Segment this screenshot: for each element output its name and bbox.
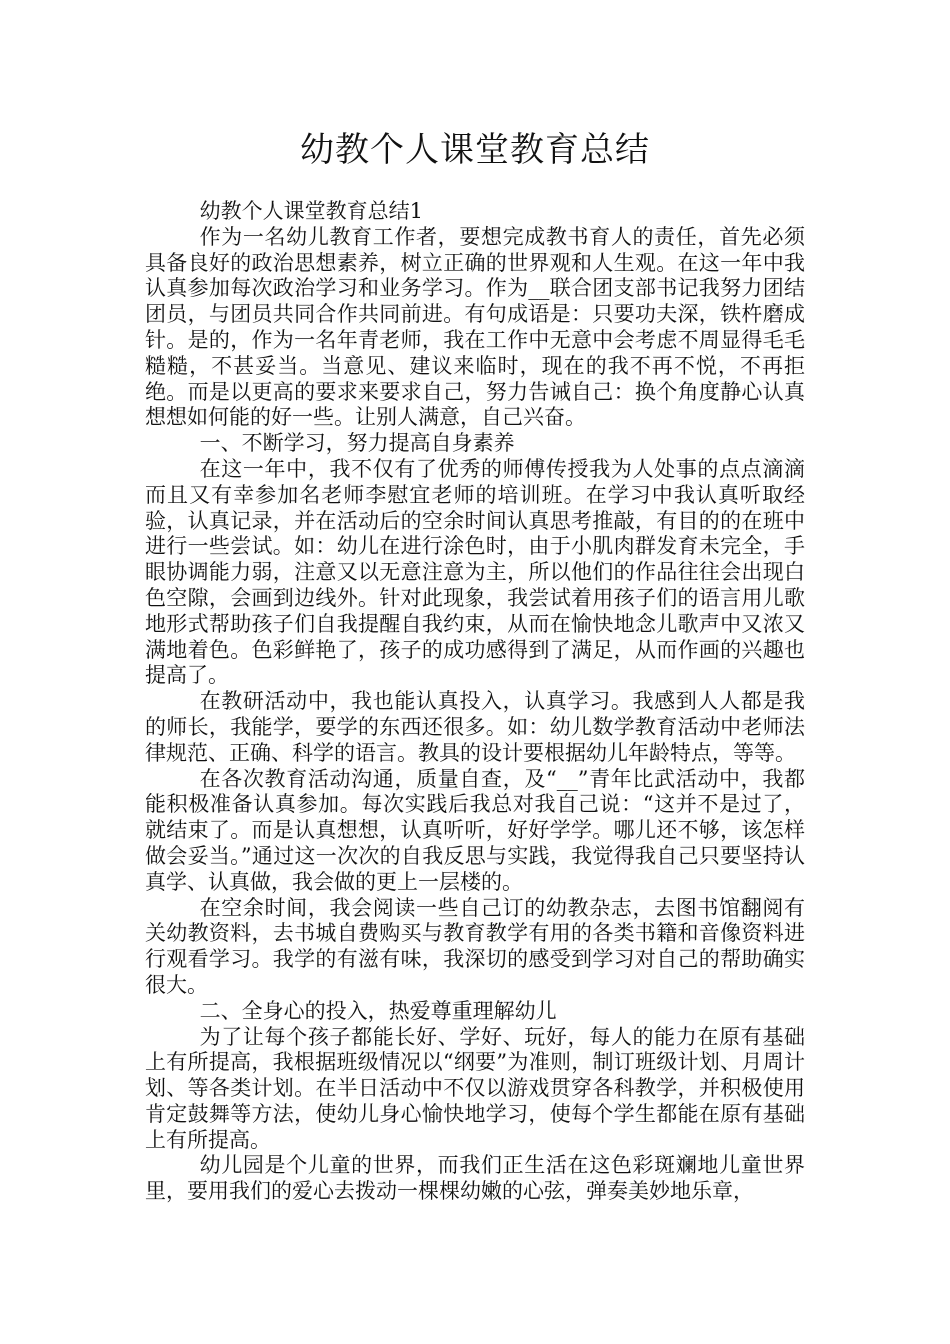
paragraph: 在空余时间，我会阅读一些自己订的幼教杂志，去图书馆翻阅有关幼教资料，去书城自费购买与教育教学有用的各类书籍和音像资料进行观看学习。我学的有滋有味，我深切的感受到学习对自己的帮助确实很大。 — [145, 895, 805, 997]
page-title: 幼教个人课堂教育总结 — [300, 130, 650, 170]
document-body — [145, 199, 805, 1205]
paragraph: 为了让每个孩子都能长好、学好、玩好，每人的能力在原有基础上有所提高，我根据班级情况以“纲要”为准则，制订班级计划、月周计划、等各类计划。在半日活动中不仅以游戏贯穿各科教学，并积极使用肯定鼓舞等方法，使幼儿身心愉快地学习，使每个学生都能在原有基础上有所提高。 — [145, 1024, 805, 1152]
section-heading: 幼教个人课堂教育总结1 — [199, 199, 423, 223]
paragraph: 在教研活动中，我也能认真投入，认真学习。我感到人人都是我的师长，我能学，要学的东西还很多。如：幼儿数学教育活动中老师法律规范、正确、科学的语言。教具的设计要根据幼儿年龄特点，等等。 — [145, 689, 805, 765]
section-heading: 一、不断学习，努力提高自身素养 — [199, 431, 515, 456]
paragraph: 在这一年中，我不仅有了优秀的师傅传授我为人处事的点点滴滴而且又有幸参加名老师李慰宜老师的培训班。在学习中我认真听取经验，认真记录，并在活动后的空余时间认真思考推敲，有目的的在班中进行一些尝试。如：幼儿在进行涂色时，由于小肌肉群发育未完全，手眼协调能力弱，注意又以无意注意为主，所以他们的作品往往会出现白色空隙，会画到边线外。针对此现象，我尝试着用孩子们的语言用儿歌地形式帮助孩子们自我提醒自我约束，从而在愉快地念儿歌声中又浓又满地着色。色彩鲜艳了，孩子的成功感得到了满足，从而作画的兴趣也提高了。 — [145, 456, 805, 688]
paragraph: 作为一名幼儿教育工作者，要想完成教书育人的责任，首先必须具备良好的政治思想素养，树立正确的世界观和人生观。在这一年中我认真参加每次政治学习和业务学习。作为__联合团支部书记我努力团结团员，与团员共同合作共同前进。有句成语是：只要功夫深，铁杵磨成针。是的，作为一名年青老师，我在工作中无意中会考虑不周显得毛毛糙糙，不甚妥当。当意见、建议来临时，现在的我不再不悦，不再拒绝。而是以更高的要求来要求自己，努力告诫自己：换个角度静心认真想想如何能的好一些。让别人满意，自己兴奋。 — [145, 224, 805, 430]
paragraph: 幼儿园是个儿童的世界，而我们正生活在这色彩斑斓地儿童世界里，要用我们的爱心去拨动一棵棵幼嫩的心弦，弹奏美妙地乐章， — [145, 1153, 805, 1204]
section-heading: 二、全身心的投入，热爱尊重理解幼儿 — [199, 998, 557, 1023]
paragraph: 在各次教育活动沟通，质量自查，及“__”青年比武活动中，我都能积极准备认真参加。每次实践后我总对我自己说：“这并不是过了，就结束了。而是认真想想，认真听听，好好学学。哪儿还不够，该怎样做会妥当。”通过这一次次的自我反思与实践，我觉得我自己只要坚持认真学、认真做，我会做的更上一层楼的。 — [145, 766, 805, 894]
